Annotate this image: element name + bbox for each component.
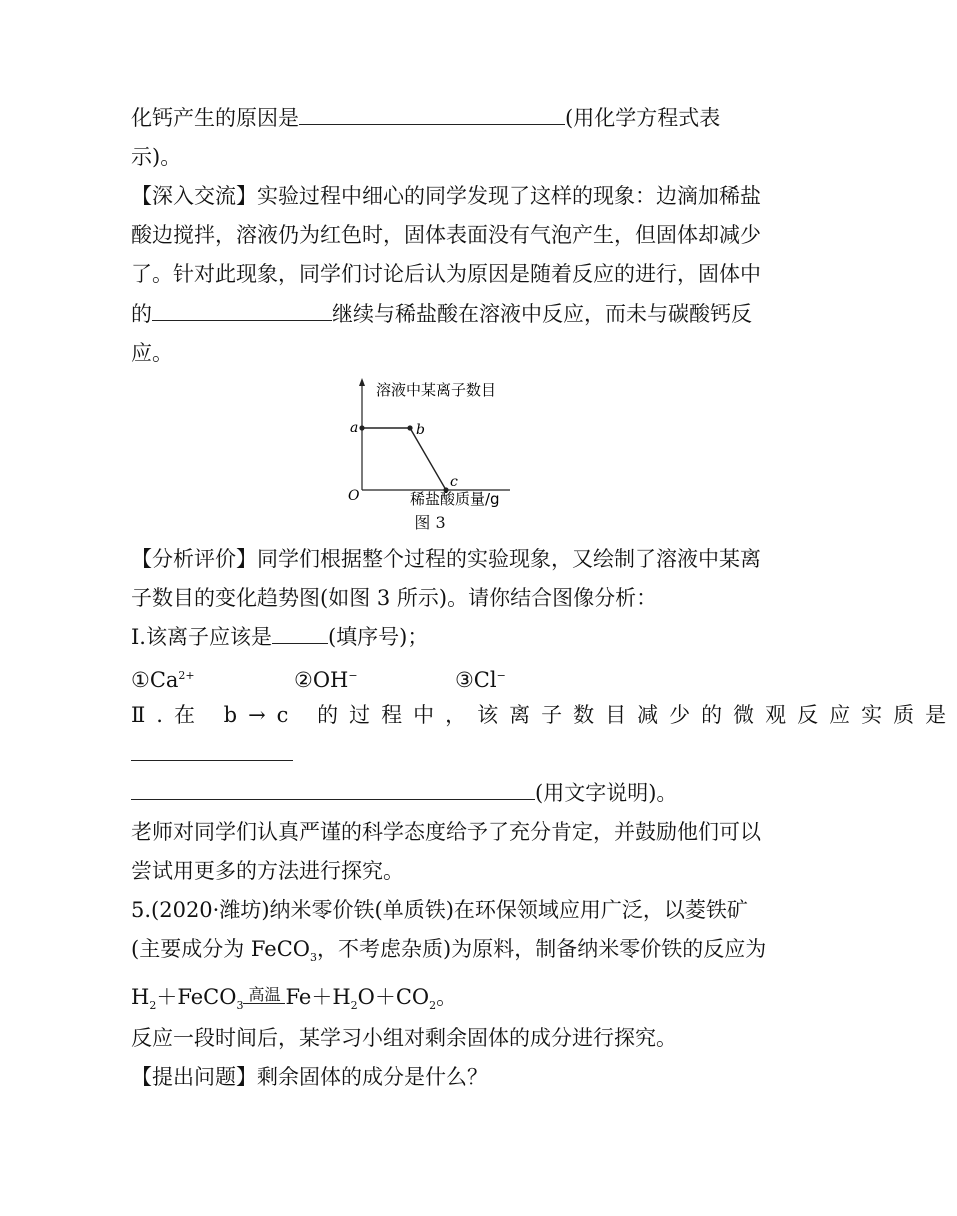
line-14 — [131, 779, 677, 807]
figure-caption: 图 3 — [414, 513, 446, 532]
line-13 — [131, 740, 293, 768]
line-7: 应。 — [131, 341, 173, 365]
reaction-condition: 高温 — [243, 1001, 285, 1004]
answer-blank[interactable] — [152, 300, 332, 321]
point-label-c: c — [450, 474, 458, 490]
line-9: 子数目的变化趋势图(如图 3 所示)。请你结合图像分析： — [131, 586, 658, 610]
answer-blank[interactable] — [299, 104, 565, 125]
question-5: 5.(2020·潍坊)纳米零价铁(单质铁)在环保领域应用广泛，以菱铁矿 — [131, 898, 748, 922]
answer-blank[interactable] — [272, 623, 328, 644]
line-6 — [131, 300, 752, 328]
line-1 — [131, 104, 720, 132]
text: Ⅰ.该离子应该是 — [131, 625, 272, 649]
answer-blank[interactable] — [131, 779, 535, 800]
text: 继续与稀盐酸在溶液中反应，而未与碳酸钙反 — [332, 302, 752, 326]
line-12: Ⅱ.在 b→c 的过程中，该离子数目减少的微观反应实质是 — [131, 703, 957, 727]
point-label-a: a — [350, 420, 359, 436]
x-axis-label: 稀盐酸质量/g — [410, 490, 500, 508]
y-axis-label: 溶液中某离子数目 — [376, 381, 497, 399]
line-20: 反应一段时间后，某学习小组对剩余固体的成分进行探究。 — [131, 1026, 677, 1050]
section-analysis: 【分析评价】同学们根据整个过程的实验现象，又绘制了溶液中某离 — [131, 547, 761, 571]
text: 的 — [131, 302, 152, 326]
line-15: 老师对同学们认真严谨的科学态度给予了充分肯定，并鼓励他们可以 — [131, 820, 761, 844]
chart-svg — [340, 378, 520, 508]
text: 化钙产生的原因是 — [131, 106, 299, 130]
y-axis-arrow — [359, 378, 365, 386]
line-18 — [131, 935, 766, 972]
subscript: 3 — [310, 951, 318, 965]
line-2: 示)。 — [131, 145, 182, 169]
line-16: 尝试用更多的方法进行探究。 — [131, 859, 404, 883]
text: (填序号)； — [327, 625, 429, 649]
text: ，不考虑杂质)为原料，制备纳米零价铁的反应为 — [317, 937, 767, 961]
equation-line: $H_2+FeCO_3$ 高温 $Fe+H_2O+CO_2$。 — [131, 985, 458, 1013]
origin-label: O — [348, 488, 360, 504]
text: (主要成分为 FeCO — [131, 937, 311, 961]
text: (用文字说明)。 — [535, 781, 678, 805]
section-deep-exchange: 【深入交流】实验过程中细心的同学发现了这样的现象：边滴加稀盐 — [131, 184, 761, 208]
point-label-b: b — [416, 422, 425, 438]
text: (用化学方程式表 — [565, 106, 721, 130]
option-3: ③Cl− — [454, 668, 506, 692]
line-5: 了。针对此现象，同学们讨论后认为原因是随着反应的进行，固体中 — [131, 262, 761, 286]
figure-3-chart — [340, 378, 520, 512]
series-line — [362, 428, 446, 490]
point-a — [359, 425, 364, 430]
option-1: $①Ca^{2+}$ — [131, 668, 195, 692]
option-2: ②OH− — [294, 668, 358, 692]
options-line — [131, 662, 506, 694]
line-4: 酸边搅拌，溶液仍为红色时，固体表面没有气泡产生，但固体却减少 — [131, 223, 761, 247]
point-b — [407, 425, 412, 430]
section-question: 【提出问题】剩余固体的成分是什么？ — [131, 1065, 488, 1089]
answer-blank[interactable] — [131, 740, 293, 761]
line-10 — [131, 623, 428, 651]
